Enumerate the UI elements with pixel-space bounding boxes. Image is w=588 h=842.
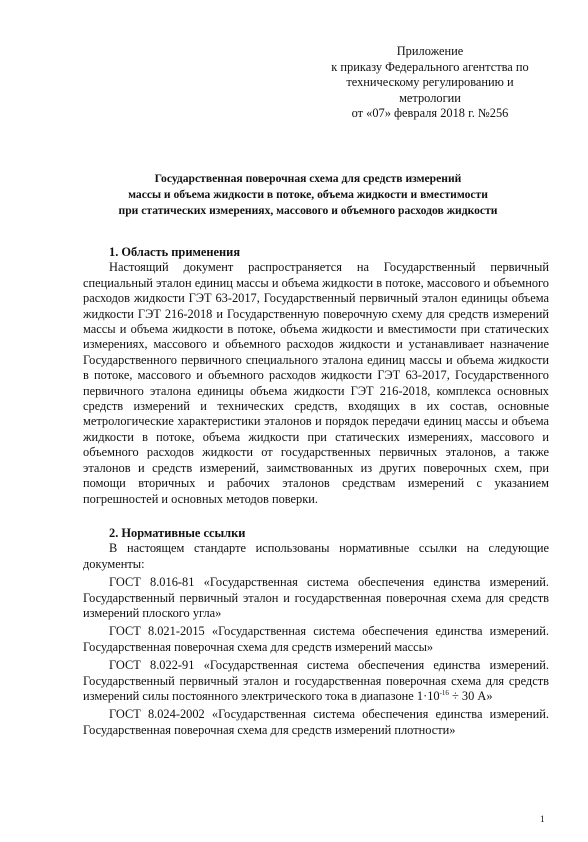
reference-item: ГОСТ 8.016-81 «Государственная система обеспечения единства измерений. Государственный первичный эталон и государственная поверочная схема для средств измерений плоского угла»: [83, 575, 549, 620]
section-normative-references: [83, 526, 549, 738]
section-intro: В настоящем стандарте использованы нормативные ссылки на следующие документы:: [83, 541, 549, 571]
reference-exponent: -16: [439, 688, 449, 697]
appendix-line: к приказу Федерального агентства по: [331, 59, 529, 74]
reference-item: ГОСТ 8.021-2015 «Государственная система обеспечения единства измерений. Государственная поверочная схема для средств измерений массы»: [83, 624, 549, 654]
title-line: Государственная поверочная схема для средств измерений: [154, 172, 462, 185]
paragraph: Настоящий документ распространяется на Государственный первичный специальный эталон единиц массы и объема жидкости в потоке, массового и объемного расходов жидкости ГЭТ 63-2017, Государственный первичный эталон единицы объема жидкости ГЭТ 216-2018 и Государственную поверочную схему для средств измерений массы и объема жидкости в потоке, объема жидкости и вместимости при статических измерениях, массового и объемного расходов жидкости и устанавливает назначение Государственного первичного специального эталона единиц массы и объема жидкости в потоке, массового и объемного расходов жидкости ГЭТ 63-2017, Государственного первичного эталона единицы объема жидкости ГЭТ 216-2018, комплекса основных средств измерений и технических средств, входящих в их состав, основные метрологические характеристики эталонов и порядок передачи единиц массы и объема жидкости в потоке, объема жидкости при статических измерениях, массового и объемного расходов жидкости от государственных первичных эталонов, а также эталонов и средств измерений, заимствованных из других поверочных схем, при помощи вторичных и рабочих эталонов средствам измерений с указанием погрешностей и основных методов поверки.: [83, 260, 549, 506]
reference-item: [83, 658, 549, 704]
reference-item: ГОСТ 8.024-2002 «Государственная система обеспечения единства измерений. Государственная поверочная схема для средств измерений плотности»: [83, 707, 549, 737]
appendix-line: Приложение: [396, 44, 464, 58]
section-scope: [83, 245, 549, 507]
page-number: 1: [540, 815, 545, 825]
appendix-line: техническому регулированию и: [346, 75, 514, 90]
document-body: [83, 245, 549, 738]
appendix-line: метрологии: [399, 90, 461, 105]
reference-text: ГОСТ 8.022-91 «Государственная система обеспечения единства измерений. Государственный первичный эталон и государственная поверочная схема для средств измерений силы постоянного электрического тока в диапазоне 1·10: [83, 658, 549, 703]
reference-text-end: ÷ 30 А»: [448, 688, 493, 703]
appendix-header: [305, 44, 555, 122]
section-heading: 2. Нормативные ссылки: [109, 525, 246, 540]
appendix-line: от «07» февраля 2018 г. №256: [351, 106, 509, 121]
document-title: [58, 171, 558, 219]
section-heading: 1. Область применения: [109, 245, 241, 259]
title-line: при статических измерениях, массового и объемного расходов жидкости: [118, 204, 498, 217]
title-line: массы и объема жидкости в потоке, объема жидкости и вместимости: [128, 188, 488, 201]
